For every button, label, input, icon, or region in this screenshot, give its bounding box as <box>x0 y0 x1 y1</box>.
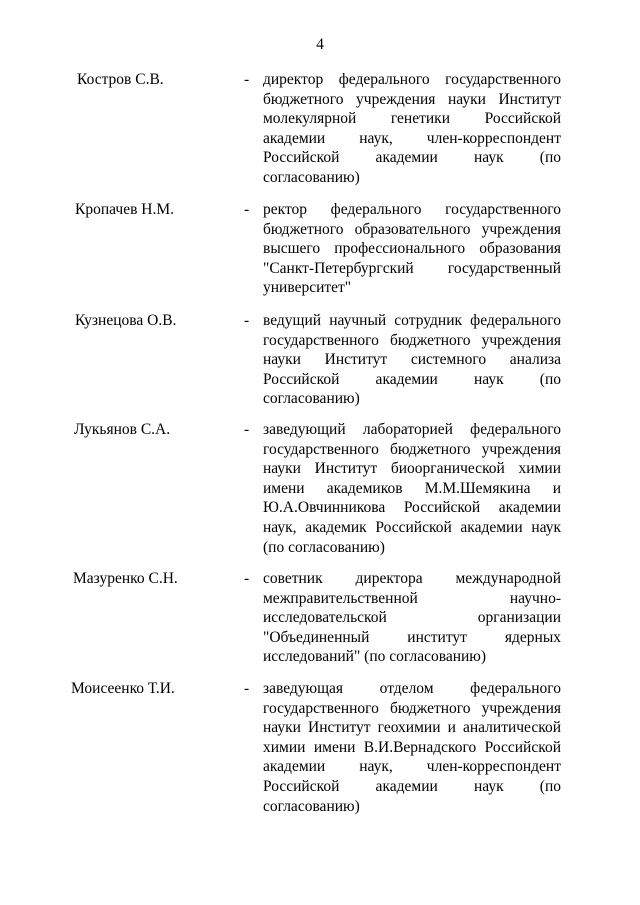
member-description <box>263 569 561 667</box>
member-description <box>263 70 561 188</box>
member-name: Мазуренко С.Н. <box>73 570 178 587</box>
description-line: университет" <box>263 279 352 297</box>
description-line: химии имени В.И.Вернадского Российской <box>263 738 561 756</box>
description-line: исследований" (по согласованию) <box>263 648 487 666</box>
description-line: ведущий научный сотрудник федерального <box>263 312 561 329</box>
member-description <box>263 311 561 409</box>
description-line: "Объединенный институт ядерных <box>263 628 561 646</box>
description-line: имени академиков М.М.Шемякина и <box>263 479 561 497</box>
member-name: Моисеенко Т.И. <box>71 680 175 697</box>
description-line: бюджетного образовательного учреждения <box>263 220 561 238</box>
description-line: молекулярной генетики Российской <box>263 110 561 128</box>
member-name: Костров С.В. <box>77 71 164 88</box>
description-line: ректор федерального государственного <box>263 201 561 218</box>
member-description <box>263 420 561 557</box>
description-line: государственного бюджетного учреждения <box>263 440 561 458</box>
separator-dash: - <box>244 680 250 697</box>
separator-dash: - <box>244 312 250 329</box>
member-name: Кропачев Н.М. <box>75 201 174 218</box>
member-name: Лукьянов С.А. <box>74 421 171 438</box>
description-line: науки Институт системного анализа <box>263 351 561 369</box>
member-description <box>263 679 561 816</box>
description-line: "Санкт-Петербургский государственный <box>263 259 561 277</box>
description-line: советник директора международной <box>263 570 561 587</box>
description-line: Ю.А.Овчинникова Российской академии <box>263 499 561 517</box>
description-line: (по согласованию) <box>263 538 385 556</box>
description-line: согласованию) <box>263 390 360 408</box>
description-line: исследовательской организации <box>263 609 561 627</box>
description-line: согласованию) <box>263 168 360 186</box>
description-line: науки Институт биоорганической химии <box>263 460 561 478</box>
member-name: Кузнецова О.В. <box>75 312 177 329</box>
description-line: бюджетного учреждения науки Институт <box>263 90 561 108</box>
description-line: Российской академии наук (по <box>263 777 561 795</box>
member-description <box>263 200 561 298</box>
page-number: 4 <box>316 36 324 53</box>
separator-dash: - <box>244 421 250 438</box>
separator-dash: - <box>244 71 250 88</box>
separator-dash: - <box>244 570 250 587</box>
description-line: академии наук, член-корреспондент <box>263 758 561 776</box>
description-line: межправительственной научно- <box>263 589 561 607</box>
description-line: Российской академии наук (по <box>263 370 561 388</box>
description-line: заведующий лабораторией федерального <box>263 421 561 438</box>
description-line: Российской академии наук (по <box>263 149 561 167</box>
description-line: заведующая отделом федерального <box>263 680 561 697</box>
description-line: согласованию) <box>263 797 360 815</box>
separator-dash: - <box>244 201 250 218</box>
description-line: высшего профессионального образования <box>263 240 561 258</box>
description-line: академии наук, член-корреспондент <box>263 129 561 147</box>
description-line: наук, академик Российской академии наук <box>263 518 561 536</box>
description-line: государственного бюджетного учреждения <box>263 699 561 717</box>
description-line: государственного бюджетного учреждения <box>263 331 561 349</box>
description-line: науки Институт геохимии и аналитической <box>263 719 561 737</box>
description-line: директор федерального государственного <box>263 71 561 88</box>
